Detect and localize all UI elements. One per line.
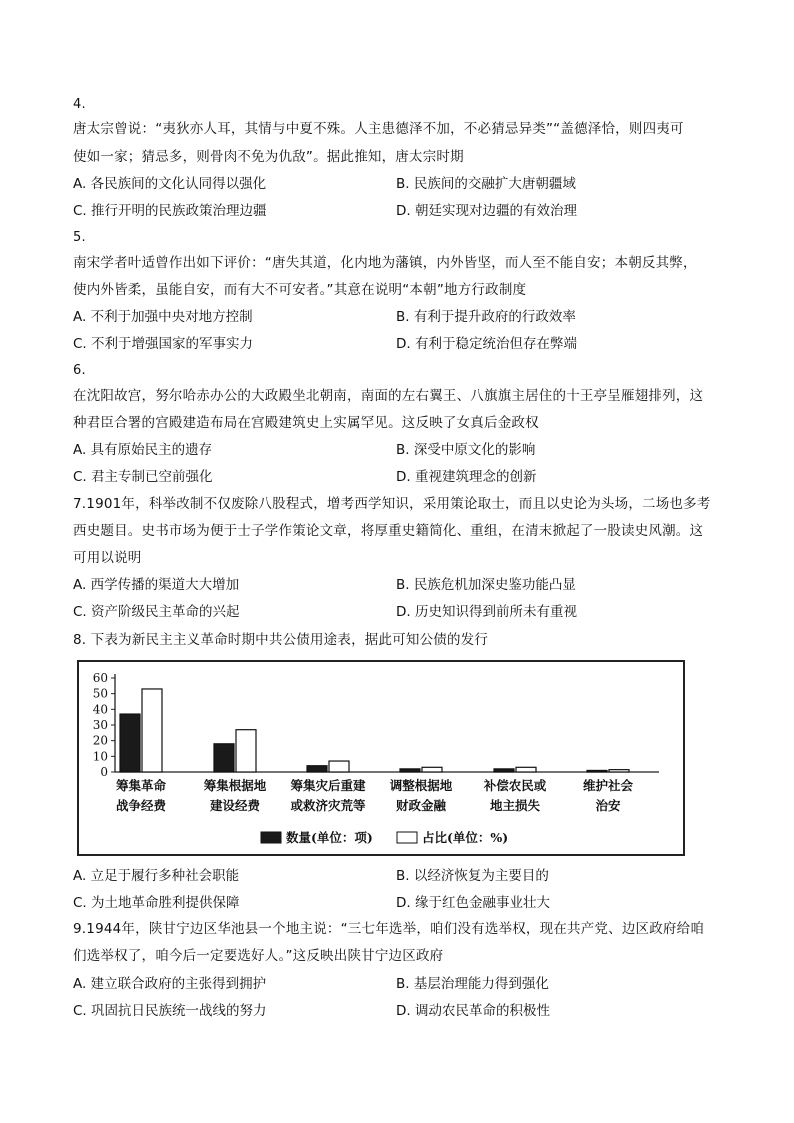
- y-tick-label: 60: [92, 671, 108, 685]
- bar-count-2: [214, 744, 234, 772]
- y-tick-label: 30: [92, 718, 108, 732]
- question-5-option-c[interactable]: C. 不利于增强国家的军事实力: [73, 336, 254, 352]
- category-label: 筹集革命: [115, 778, 167, 793]
- category-label: 建设经费: [209, 798, 261, 813]
- bond-usage-chart-frame: [77, 660, 685, 856]
- question-7-stem-line-3: 可用以说明: [73, 550, 142, 566]
- category-label: 或救济灾荒等: [290, 798, 366, 813]
- question-6-option-d[interactable]: D. 重视建筑理念的创新: [396, 469, 537, 485]
- category-label: 财政金融: [395, 798, 447, 813]
- legend-label-share: 占比(单位：%): [422, 830, 509, 845]
- question-9-option-d[interactable]: D. 调动农民革命的积极性: [396, 1003, 550, 1019]
- question-9-option-a[interactable]: A. 建立联合政府的主张得到拥护: [73, 976, 267, 992]
- legend-swatch-share: [397, 832, 417, 843]
- question-4-stem-line-2: 使如一家；猜忌多，则骨肉不免为仇敌”。据此推知，唐太宗时期: [73, 149, 464, 165]
- question-5-option-b[interactable]: B. 有利于提升政府的行政效率: [396, 309, 576, 325]
- question-7-option-b[interactable]: B. 民族危机加深史鉴功能凸显: [396, 577, 576, 593]
- question-8-option-b[interactable]: B. 以经济恢复为主要目的: [396, 868, 549, 884]
- question-4-option-a[interactable]: A. 各民族间的文化认同得以强化: [73, 176, 267, 192]
- question-8-stem-line-1: 8. 下表为新民主主义革命时期中共公债用途表，据此可知公债的发行: [73, 632, 489, 648]
- bar-count-6: [587, 770, 607, 772]
- bar-share-6: [609, 770, 629, 772]
- legend-swatch-count: [261, 832, 281, 843]
- question-8-option-d[interactable]: D. 缘于红色金融事业壮大: [396, 895, 550, 911]
- question-5-number: 5.: [73, 230, 86, 245]
- question-4-option-c[interactable]: C. 推行开明的民族政策治理边疆: [73, 203, 267, 219]
- bar-share-2: [236, 730, 256, 772]
- question-4-stem-line-1: 唐太宗曾说：“夷狄亦人耳，其情与中夏不殊。人主患德泽不加，不必猜忌异类”“盖德泽恰，则四夷可: [73, 121, 684, 137]
- bar-count-5: [494, 769, 514, 772]
- question-6-option-b[interactable]: B. 深受中原文化的影响: [396, 442, 536, 458]
- bar-share-3: [329, 761, 349, 772]
- bar-count-3: [307, 766, 327, 772]
- bar-share-1: [142, 689, 162, 772]
- question-4-option-b[interactable]: B. 民族间的交融扩大唐朝疆域: [396, 176, 576, 192]
- bar-count-1: [120, 714, 140, 772]
- question-5-stem-line-2: 使内外皆柔，虽能自安，而有大不可安者。”其意在说明“本朝”地方行政制度: [73, 282, 527, 298]
- y-tick-label: 40: [92, 702, 108, 717]
- question-6-option-a[interactable]: A. 具有原始民主的遗存: [73, 442, 213, 458]
- question-6-option-c[interactable]: C. 君主专制已空前强化: [73, 469, 213, 485]
- question-7-option-d[interactable]: D. 历史知识得到前所未有重视: [396, 604, 577, 620]
- question-5-option-a[interactable]: A. 不利于加强中央对地方控制: [73, 309, 253, 325]
- category-label: 治安: [595, 798, 621, 813]
- question-7-option-a[interactable]: A. 西学传播的渠道大大增加: [73, 577, 240, 593]
- question-7-option-c[interactable]: C. 资产阶级民主革命的兴起: [73, 604, 240, 620]
- bond-usage-chart: [79, 662, 683, 854]
- bar-share-5: [516, 767, 536, 772]
- question-9-stem-line-1: 9.1944年，陕甘宁边区华池县一个地主说：“三七年选举，咱们没有选举权，现在共产党、边区政府给咱: [73, 921, 705, 937]
- question-7-stem-line-2: 西史题目。史书市场为便于士子学作策论文章，将厚重史籍简化、重组，在清末掀起了一股读史风潮。这: [73, 523, 704, 539]
- category-label: 地主损失: [489, 798, 541, 813]
- question-6-stem-line-2: 种君臣合署的宫殿建造布局在宫殿建筑史上实属罕见。这反映了女真后金政权: [73, 415, 539, 431]
- category-label: 调整根据地: [389, 778, 453, 793]
- question-8-option-a[interactable]: A. 立足于履行多种社会职能: [73, 868, 240, 884]
- y-tick-label: 20: [92, 733, 108, 748]
- y-tick-label: 0: [100, 765, 108, 779]
- question-9-stem-line-2: 们选举权了，咱今后一定要选好人。”这反映出陕甘宁边区政府: [73, 948, 444, 964]
- bar-count-4: [400, 769, 420, 772]
- category-label: 筹集根据地: [203, 778, 267, 793]
- question-5-option-d[interactable]: D. 有利于稳定统治但存在弊端: [396, 336, 577, 352]
- category-label: 筹集灾后重建: [290, 778, 366, 793]
- bar-share-4: [422, 767, 442, 772]
- question-9-option-c[interactable]: C. 巩固抗日民族统一战线的努力: [73, 1003, 267, 1019]
- question-7-stem-line-1: 7.1901年，科举改制不仅废除八股程式，增考西学知识，采用策论取士，而且以史论为头场，二场也多考: [73, 496, 711, 512]
- question-5-stem-line-1: 南宋学者叶适曾作出如下评价：“唐失其道，化内地为藩镇，内外皆坚，而人至不能自安；本朝反其弊，: [73, 255, 697, 271]
- category-label: 补偿农民或: [483, 778, 547, 793]
- question-8-option-c[interactable]: C. 为土地革命胜利提供保障: [73, 895, 240, 911]
- y-tick-label: 50: [92, 686, 108, 701]
- category-label: 维护社会: [582, 778, 634, 793]
- legend-label-count: 数量(单位：项): [286, 830, 373, 845]
- category-label: 战争经费: [115, 798, 167, 813]
- question-9-option-b[interactable]: B. 基层治理能力得到强化: [396, 976, 549, 992]
- y-tick-label: 10: [92, 749, 108, 764]
- question-6-stem-line-1: 在沈阳故宫，努尔哈赤办公的大政殿坐北朝南，南面的左右翼王、八旗旗主居住的十王亭呈雁翅排列，这: [73, 388, 704, 404]
- question-6-number: 6.: [73, 363, 86, 378]
- question-4-number: 4.: [73, 97, 86, 112]
- question-4-option-d[interactable]: D. 朝廷实现对边疆的有效治理: [396, 203, 577, 219]
